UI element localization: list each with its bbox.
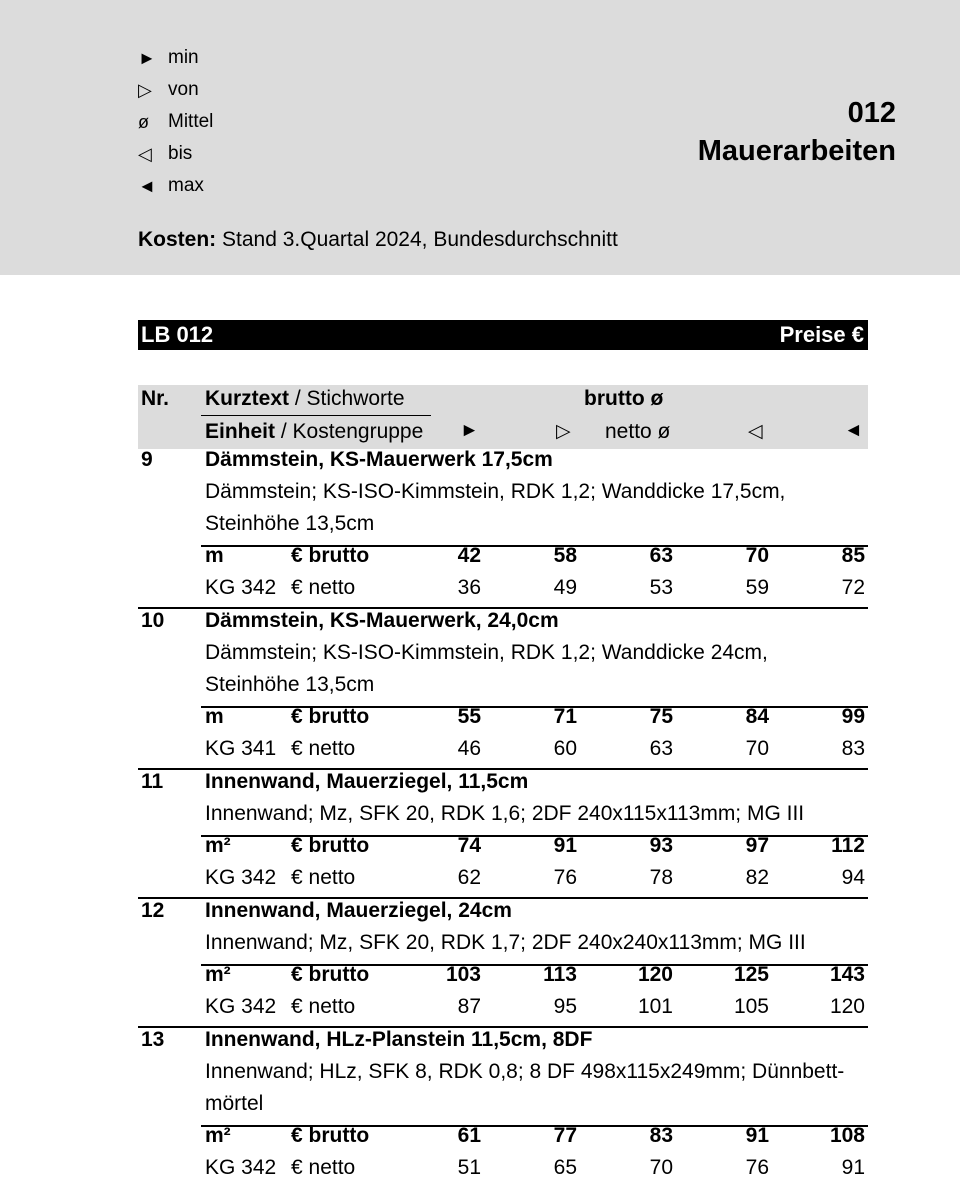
- item-unit: m²: [205, 834, 231, 857]
- item-cost-group: KG 342: [205, 576, 277, 599]
- netto-price: 63: [649, 737, 673, 760]
- brutto-price: 93: [649, 834, 673, 857]
- diameter-icon: ø: [138, 112, 149, 132]
- netto-price: 78: [649, 866, 673, 889]
- item-cost-group: KG 341: [205, 737, 277, 760]
- brutto-price: 84: [745, 705, 769, 728]
- item-cost-group: KG 342: [205, 1156, 277, 1179]
- item-cost-group: KG 342: [205, 995, 277, 1018]
- netto-price: 94: [841, 866, 865, 889]
- legend-row: [138, 138, 213, 170]
- netto-price: 51: [457, 1156, 481, 1179]
- legend-label: min: [168, 47, 199, 68]
- header-brutto: brutto ø: [584, 387, 664, 410]
- netto-price: 83: [841, 737, 865, 760]
- brutto-price: 70: [745, 544, 769, 567]
- cost-status-label: Kosten:: [138, 228, 217, 251]
- lb-number: LB 012: [141, 322, 214, 347]
- brutto-price: 97: [745, 834, 769, 857]
- outline-left-triangle-icon: ◁: [138, 144, 152, 164]
- netto-price: 82: [745, 866, 769, 889]
- outline-right-triangle-icon: ▷: [556, 421, 571, 442]
- item-title: Innenwand, Mauerziegel, 11,5cm: [205, 770, 529, 793]
- header-netto: netto ø: [605, 420, 671, 443]
- legend-row: [138, 106, 213, 138]
- netto-price: 105: [733, 995, 769, 1018]
- header-kurztext-bold: Kurztext: [205, 387, 290, 410]
- brutto-price: 120: [637, 963, 673, 986]
- item-description: Innenwand; HLz, SFK 8, RDK 0,8; 8 DF 498x115x249mm; Dünnbett-: [205, 1060, 845, 1083]
- brutto-price: 112: [831, 834, 865, 857]
- item-number: 12: [141, 899, 165, 922]
- netto-price: 72: [841, 576, 865, 599]
- item-unit: m: [205, 705, 224, 728]
- header-underline: [201, 415, 431, 416]
- brutto-price: 55: [457, 705, 481, 728]
- brutto-price: 75: [649, 705, 673, 728]
- legend-label: von: [168, 79, 199, 100]
- netto-price: 76: [745, 1156, 769, 1179]
- brutto-price: 71: [553, 705, 577, 728]
- netto-price: 65: [553, 1156, 577, 1179]
- netto-price: 62: [457, 866, 481, 889]
- legend-label: bis: [168, 143, 193, 164]
- lb-prices-label: Preise €: [779, 322, 864, 347]
- brutto-price: 58: [553, 544, 577, 567]
- item-number: 10: [141, 609, 165, 632]
- brutto-label: € brutto: [291, 834, 370, 857]
- brutto-label: € brutto: [291, 544, 370, 567]
- netto-price: 87: [457, 995, 481, 1018]
- cost-status: [138, 228, 618, 252]
- brutto-price: 143: [829, 963, 865, 986]
- brutto-price: 91: [745, 1124, 769, 1147]
- lb-title-bar: [138, 320, 868, 350]
- brutto-price: 103: [445, 963, 481, 986]
- legend-label: max: [168, 175, 204, 196]
- netto-price: 53: [649, 576, 673, 599]
- brutto-label: € brutto: [291, 1124, 370, 1147]
- legend-row: [138, 42, 213, 74]
- chapter-number: 012: [847, 97, 896, 129]
- legend-row: [138, 170, 213, 202]
- brutto-label: € brutto: [291, 963, 370, 986]
- brutto-price: 85: [841, 544, 865, 567]
- brutto-price: 77: [553, 1124, 577, 1147]
- netto-price: 46: [457, 737, 481, 760]
- table-row: [138, 610, 868, 771]
- brutto-label: € brutto: [291, 705, 370, 728]
- chapter-heading: [698, 94, 896, 170]
- brutto-price: 108: [829, 1124, 865, 1147]
- price-legend: [138, 42, 213, 202]
- netto-price: 70: [745, 737, 769, 760]
- chapter-header: [0, 0, 960, 275]
- filled-right-triangle-icon: ►: [460, 420, 479, 441]
- netto-label: € netto: [291, 1156, 356, 1179]
- chapter-title: Mauerarbeiten: [697, 135, 896, 167]
- item-unit: m: [205, 544, 224, 567]
- brutto-price: 74: [457, 834, 481, 857]
- item-description: mörtel: [205, 1092, 264, 1115]
- netto-price: 95: [553, 995, 577, 1018]
- brutto-price: 63: [649, 544, 673, 567]
- header-kurztext-rest: / Stichworte: [289, 387, 405, 410]
- brutto-price: 91: [553, 834, 577, 857]
- brutto-price: 99: [841, 705, 865, 728]
- header-kurztext: [205, 387, 405, 411]
- item-number: 9: [141, 448, 153, 471]
- item-description: Innenwand; Mz, SFK 20, RDK 1,6; 2DF 240x115x113mm; MG III: [205, 802, 805, 825]
- price-table: [138, 449, 868, 1190]
- item-title: Dämmstein, KS-Mauerwerk, 24,0cm: [205, 609, 559, 632]
- item-description: Innenwand; Mz, SFK 20, RDK 1,7; 2DF 240x240x113mm; MG III: [205, 931, 806, 954]
- brutto-price: 61: [457, 1124, 481, 1147]
- netto-price: 59: [745, 576, 769, 599]
- netto-price: 120: [829, 995, 865, 1018]
- header-einheit-rest: / Kostengruppe: [275, 420, 424, 443]
- netto-price: 101: [637, 995, 673, 1018]
- netto-price: 60: [553, 737, 577, 760]
- brutto-price: 125: [733, 963, 769, 986]
- item-title: Dämmstein, KS-Mauerwerk 17,5cm: [205, 448, 553, 471]
- table-row: [138, 771, 868, 900]
- header-einheit-bold: Einheit: [205, 420, 276, 443]
- header-einheit: [205, 420, 423, 444]
- netto-label: € netto: [291, 737, 356, 760]
- item-cost-group: KG 342: [205, 866, 277, 889]
- item-description: Dämmstein; KS-ISO-Kimmstein, RDK 1,2; Wanddicke 24cm,: [205, 641, 768, 664]
- cost-status-text: Stand 3.Quartal 2024, Bundesdurchschnitt: [222, 228, 618, 251]
- item-description: Dämmstein; KS-ISO-Kimmstein, RDK 1,2; Wanddicke 17,5cm,: [205, 480, 786, 503]
- outline-left-triangle-icon: ◁: [748, 421, 763, 442]
- netto-label: € netto: [291, 576, 356, 599]
- item-title: Innenwand, HLz-Planstein 11,5cm, 8DF: [205, 1028, 593, 1051]
- filled-left-triangle-icon: ◄: [844, 420, 863, 441]
- netto-price: 76: [553, 866, 577, 889]
- item-number: 11: [141, 770, 164, 793]
- netto-price: 49: [553, 576, 577, 599]
- netto-label: € netto: [291, 866, 356, 889]
- legend-row: [138, 74, 213, 106]
- filled-right-triangle-icon: ►: [138, 48, 156, 68]
- outline-right-triangle-icon: ▷: [138, 80, 152, 100]
- item-description: Steinhöhe 13,5cm: [205, 673, 375, 696]
- netto-price: 36: [457, 576, 481, 599]
- netto-price: 70: [649, 1156, 673, 1179]
- item-title: Innenwand, Mauerziegel, 24cm: [205, 899, 512, 922]
- netto-price: 91: [841, 1156, 865, 1179]
- table-header: [138, 385, 868, 449]
- filled-left-triangle-icon: ◄: [138, 176, 156, 196]
- legend-label: Mittel: [168, 111, 214, 132]
- brutto-price: 42: [457, 544, 481, 567]
- item-unit: m²: [205, 963, 231, 986]
- brutto-price: 83: [649, 1124, 673, 1147]
- table-row: [138, 449, 868, 610]
- brutto-price: 113: [543, 963, 577, 986]
- item-number: 13: [141, 1028, 165, 1051]
- table-row: [138, 900, 868, 1029]
- item-unit: m²: [205, 1124, 231, 1147]
- table-row: [138, 1029, 868, 1190]
- header-nr: Nr.: [141, 387, 170, 410]
- item-description: Steinhöhe 13,5cm: [205, 512, 375, 535]
- netto-label: € netto: [291, 995, 356, 1018]
